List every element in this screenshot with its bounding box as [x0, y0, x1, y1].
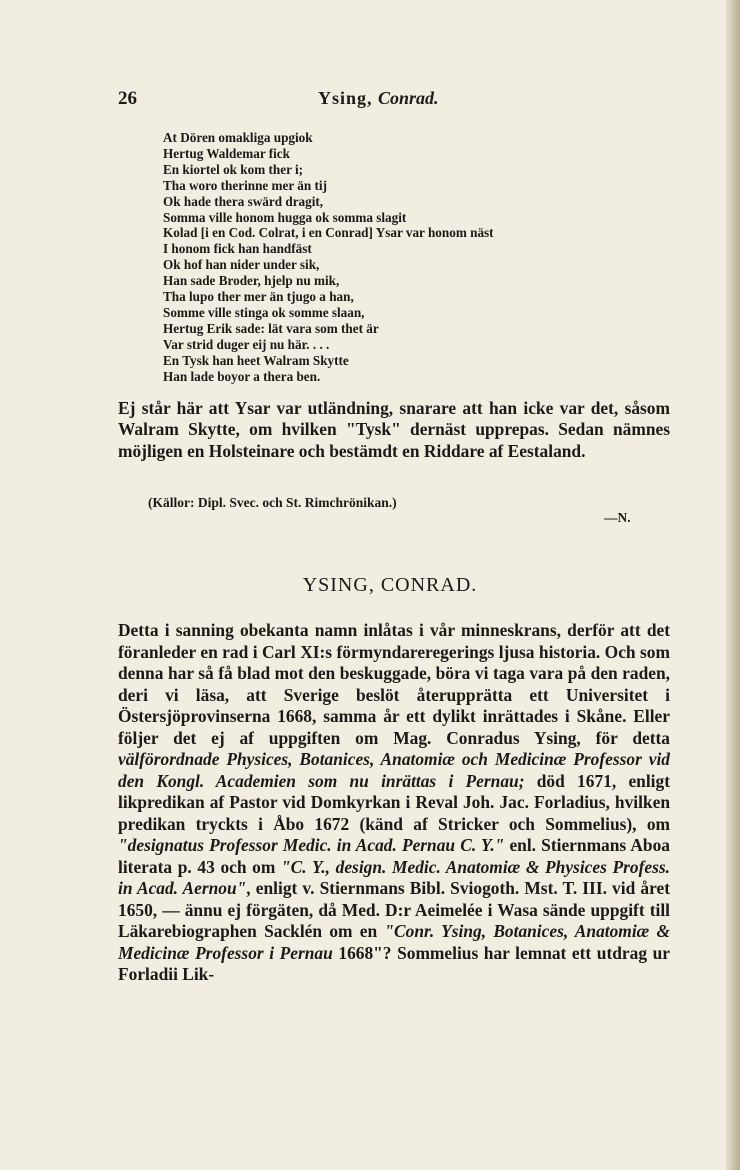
verse-line: Hertug Waldemar fick: [163, 145, 290, 161]
body-text: Detta i sanning obekanta namn inlåtas i vår minneskrans, derför att det föranleder en rad i Carl XI:s förmyndareregerings ljusa historia. Och som denna har så få blad mot den beskuggade, böra vi taga vara på den raden, deri vi läsa, att Sverige beslöt återupprätta ett Universitet i Östersjöprovinserna 1668, samma år ett dylikt inrättades i Skåne. Eller följer det ej af uppgiften om Mag. Conradus Ysing, för detta: [118, 620, 670, 748]
verse-line: Ok hade thera swärd dragit,: [163, 193, 324, 209]
commentary-paragraph: Ej står här att Ysar var utländning, snarare att han icke var det, såsom Walram Skytte, om hvilken "Tysk" dernäst upprepas. Sedan nämnes möjligen en Holsteinare och bestämdt en Riddare af Eestaland.: [118, 398, 670, 461]
italic-quotation: "C. Y., design. Medic. Anatomiæ & Physices Profess. in Acad. Aernou": [118, 856, 670, 898]
verse-line: At Dören omakliga upgiok: [163, 130, 313, 145]
verse-line: Ok hof han nider under sik,: [163, 257, 320, 273]
body-text: död 1671, enligt likpredikan af Pastor vid Domkyrkan i Reval Joh. Jac. Forladius, hvilken predikan tryckts i Åbo 1672 (känd af Stricker och Sommelius), om: [118, 770, 670, 834]
verse-line: Somma ville honom hugga ok somma slagit: [163, 209, 407, 225]
verse-line: Han lade boyor a thera ben.: [163, 368, 321, 384]
article-title: YSING, CONRAD.: [302, 574, 478, 596]
running-title: [318, 88, 439, 109]
running-title-surname: Ysing,: [318, 88, 373, 108]
running-title-given-name: Conrad.: [378, 88, 439, 108]
italic-quotation: "Conr. Ysing, Botanices, Anatomiæ & Medicinæ Professor i Pernau: [118, 921, 670, 963]
verse-line: Hertug Erik sade: lät vara som thet är: [163, 320, 379, 336]
verse-line: Tha woro therinne mer än tij: [163, 177, 327, 193]
verse-line: Somme ville stinga ok somme slaan,: [163, 304, 365, 320]
verse-line: Han sade Broder, hjelp nu mik,: [163, 273, 340, 289]
verse-line: Kolad [i en Cod. Colrat, i en Conrad] Ysar var honom näst: [163, 225, 494, 241]
page-number: 26: [118, 88, 137, 109]
verse-line: Tha lupo ther mer än tjugo a han,: [163, 289, 354, 305]
author-signature: —N.: [604, 510, 631, 525]
body-text: , enligt v. Stiernmans Bibl. Sviogoth. Mst. T. III. vid året 1650, — ännu ej förgäten, då Med. D:r Aeimelée i Wasa sände uppgift till Läkarebiographen Sacklén om en: [118, 878, 670, 941]
verse-line: Var strid duger eij nu här. . . .: [163, 336, 330, 352]
sources-note: (Källor: Dipl. Svec. och St. Rimchrönikan.): [148, 495, 397, 510]
verse-line: En kiortel ok kom ther i;: [163, 161, 304, 177]
running-head: [118, 88, 668, 114]
italic-title-phrase: välförordnade Physices, Botanices, Anatomiæ och Medicinæ Professor vid den Kongl. Academien som nu inrättas i Pernau;: [118, 749, 670, 791]
verse-line: En Tysk han heet Walram Skytte: [163, 352, 349, 368]
article-body-paragraph: [118, 620, 670, 986]
italic-quotation: "designatus Professor Medic. in Acad. Pernau C. Y.": [118, 835, 505, 855]
body-text: enl. Stiernmans Aboa literata p. 43 och om: [118, 835, 670, 877]
body-text: 1668"? Sommelius har lemnat ett utdrag ur Forladii Lik-: [118, 942, 671, 984]
verse-quotation: [163, 130, 683, 385]
verse-line: I honom fick han handfäst: [163, 241, 312, 257]
